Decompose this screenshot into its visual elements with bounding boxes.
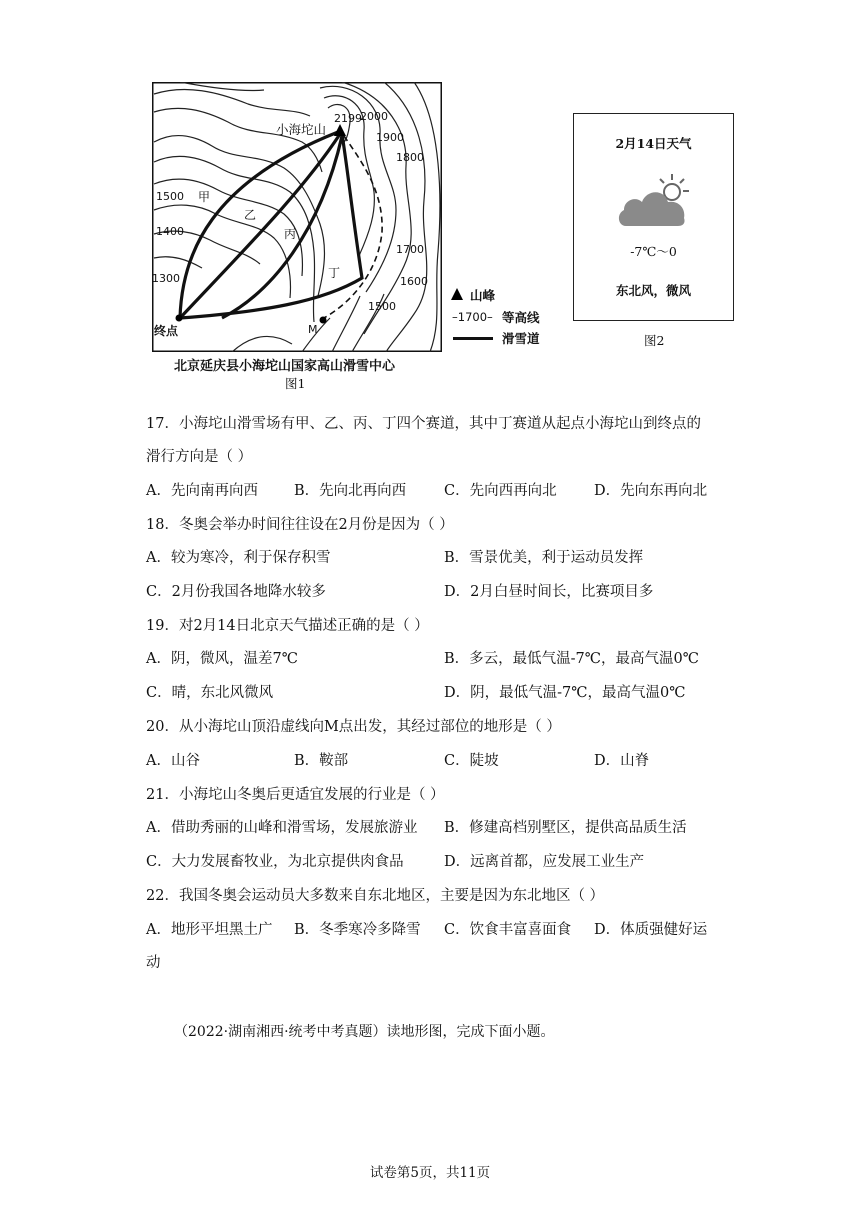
- end-point-label: 终点: [154, 324, 179, 338]
- m-point-label: M: [308, 323, 318, 336]
- question-18-option-c[interactable]: C．2月份我国各地降水较多: [146, 584, 326, 600]
- question-20-option-a[interactable]: A．山谷: [146, 753, 200, 769]
- question-21-option-d[interactable]: D．远离首都，应发展工业生产: [444, 854, 645, 870]
- question-17-stem-cont: 滑行方向是（ ）: [146, 449, 253, 465]
- question-21-option-b[interactable]: B．修建高档别墅区，提供高品质生活: [444, 820, 687, 836]
- contour-label-1800: 1800: [396, 151, 424, 164]
- question-17-option-d[interactable]: D．先向东再向北: [594, 483, 708, 499]
- weather-title: 2月14日天气: [615, 136, 692, 151]
- weather-temperature: -7℃～0: [630, 244, 677, 259]
- figure2-weather-box: [573, 113, 734, 321]
- question-22-option-b[interactable]: B．冬季寒冷多降雪: [294, 922, 421, 938]
- question-22-option-c[interactable]: C．饮食丰富喜面食: [444, 922, 572, 938]
- question-18-option-b[interactable]: B．雪景优美，利于运动员发挥: [444, 550, 644, 566]
- weather-wind: 东北风，微风: [615, 283, 691, 298]
- question-20-option-b[interactable]: B．鞍部: [294, 753, 349, 769]
- question-22-option-d-cont: 动: [146, 955, 161, 971]
- question-19-option-d[interactable]: D．阴，最低气温-7℃，最高气温0℃: [444, 685, 686, 701]
- question-17-option-b[interactable]: B．先向北再向西: [294, 483, 407, 499]
- figure1-title: 北京延庆县小海坨山国家高山滑雪中心: [174, 359, 396, 374]
- question-18-option-d[interactable]: D．2月白昼时间长，比赛项目多: [444, 584, 654, 600]
- question-22-stem: 22．我国冬奥会运动员大多数来自东北地区，主要是因为东北地区（ ）: [146, 888, 605, 904]
- next-section-intro: （2022·湖南湘西·统考中考真题）读地形图，完成下面小题。: [174, 1024, 555, 1040]
- legend-contour-value: 1700: [457, 310, 488, 324]
- peak-name-label: 小海坨山: [276, 122, 327, 137]
- question-21-stem: 21．小海坨山冬奥后更适宜发展的行业是（ ）: [146, 787, 445, 803]
- question-19-option-b[interactable]: B．多云，最低气温-7℃，最高气温0℃: [444, 651, 699, 667]
- figure1-map: [152, 82, 442, 352]
- contour-label-1300: 1300: [152, 272, 180, 285]
- peak-elevation-label: 2199: [334, 112, 362, 125]
- question-20-stem: 20．从小海坨山顶沿虚线向M点出发，其经过部位的地形是（ ）: [146, 719, 561, 735]
- question-17-stem: 17．小海坨山滑雪场有甲、乙、丙、丁四个赛道，其中丁赛道从起点小海坨山到终点的: [146, 416, 701, 432]
- contour-label-1500-left: 1500: [156, 190, 184, 203]
- contour-label-1400: 1400: [156, 225, 184, 238]
- question-22-option-a[interactable]: A．地形平坦黑土广: [146, 922, 273, 938]
- question-20-option-d[interactable]: D．山脊: [594, 753, 650, 769]
- question-17-option-a[interactable]: A．先向南再向西: [146, 483, 258, 499]
- figure2-caption: 图2: [644, 333, 665, 348]
- legend-contour-sample: –1700–: [452, 310, 493, 324]
- legend-peak-icon: [450, 287, 464, 301]
- question-21-option-a[interactable]: A．借助秀丽的山峰和滑雪场，发展旅游业: [146, 820, 418, 836]
- question-22-option-d[interactable]: D．体质强健好运: [594, 922, 708, 938]
- question-18-option-a[interactable]: A．较为寒冷，利于保存积雪: [146, 550, 331, 566]
- question-18-stem: 18．冬奥会举办时间往往设在2月份是因为（ ）: [146, 517, 454, 533]
- m-point-marker: [320, 317, 327, 324]
- contour-label-2000: 2000: [360, 110, 388, 123]
- contour-label-1700: 1700: [396, 243, 424, 256]
- question-19-option-c[interactable]: C．晴，东北风微风: [146, 685, 274, 701]
- end-point-marker: [176, 315, 183, 322]
- figure1-caption: 图1: [285, 376, 306, 391]
- page-footer: 试卷第5页，共11页: [369, 1165, 491, 1181]
- question-19-option-a[interactable]: A．阴，微风，温差7℃: [146, 651, 298, 667]
- question-19-stem: 19．对2月14日北京天气描述正确的是（ ）: [146, 618, 429, 634]
- question-20-option-c[interactable]: C．陡坡: [444, 753, 499, 769]
- run-label-bing: 丙: [284, 227, 297, 241]
- legend-ski-run-label: 滑雪道: [502, 331, 540, 346]
- partly-cloudy-icon: [616, 172, 696, 230]
- legend-ski-run-line: [453, 337, 493, 340]
- question-21-option-c[interactable]: C．大力发展畜牧业，为北京提供肉食品: [146, 854, 404, 870]
- run-label-jia: 甲: [198, 190, 211, 204]
- contour-label-1500-right: 1500: [368, 300, 396, 313]
- run-label-yi: 乙: [244, 208, 257, 222]
- legend-peak-label: 山峰: [470, 288, 496, 303]
- contour-label-1600: 1600: [400, 275, 428, 288]
- legend-contour-label: 等高线: [502, 310, 540, 325]
- contour-label-1900: 1900: [376, 131, 404, 144]
- question-17-option-c[interactable]: C．先向西再向北: [444, 483, 557, 499]
- run-label-ding: 丁: [328, 266, 341, 280]
